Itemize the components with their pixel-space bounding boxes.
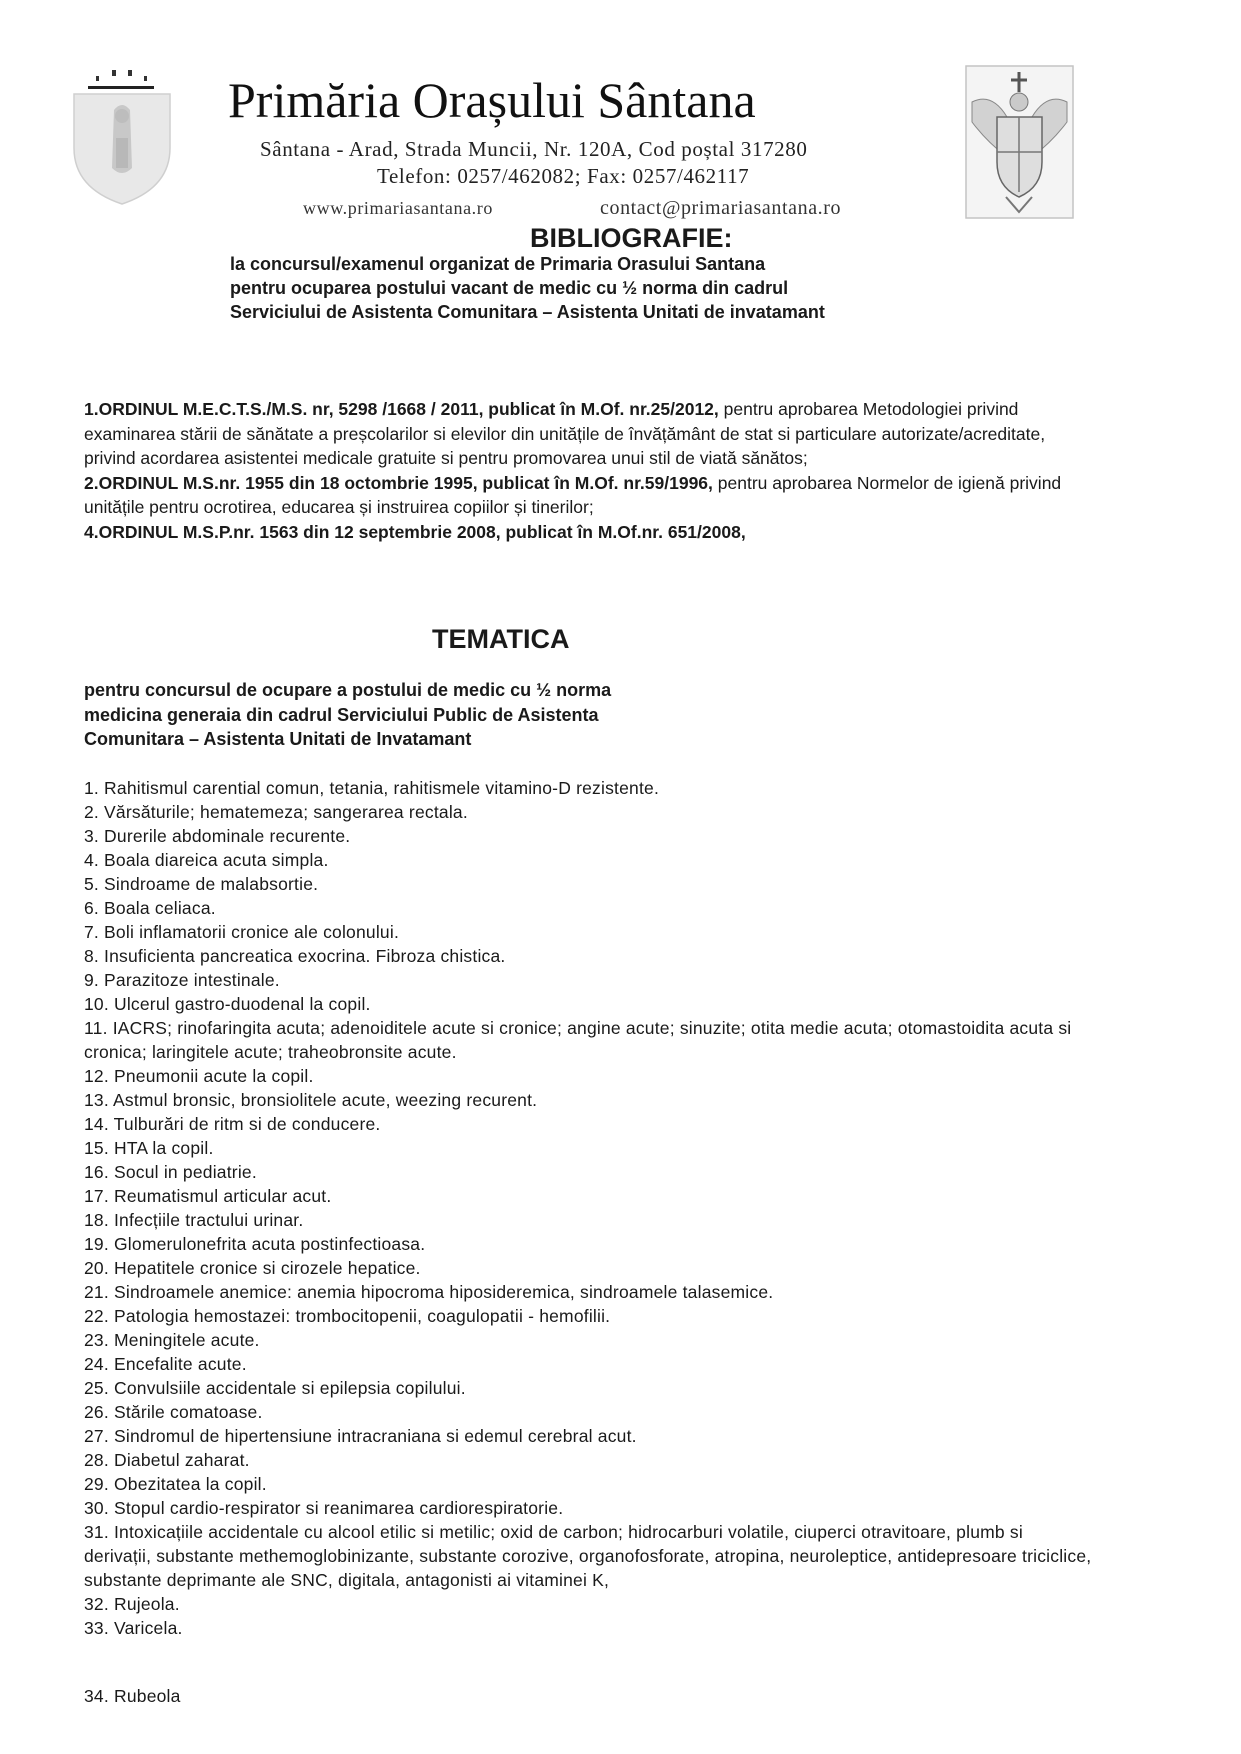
topics-list bbox=[84, 776, 1094, 1640]
topic-item: 17. Reumatismul articular acut. bbox=[84, 1186, 332, 1206]
topic-item: 10. Ulcerul gastro-duodenal la copil. bbox=[84, 994, 371, 1014]
topic-item: 21. Sindroamele anemice: anemia hipocroma hiposideremica, sindroamele talasemice. bbox=[84, 1282, 774, 1302]
bibliography-subtitle-line: pentru ocuparea postului vacant de medic cu ½ norma din cadrul bbox=[230, 278, 789, 298]
topic-item: 19. Glomerulonefrita acuta postinfectioasa. bbox=[84, 1234, 426, 1254]
topic-item: 14. Tulburări de ritm si de conducere. bbox=[84, 1114, 381, 1134]
tematica-subtitle-line: pentru concursul de ocupare a postului de medic cu ½ norma bbox=[84, 680, 612, 700]
municipality-title: Primăria Orașului Sântana bbox=[228, 72, 756, 128]
topic-item: 18. Infecțiile tractului urinar. bbox=[84, 1210, 304, 1230]
bibliography-item-text: pentru aprobarea Metodologiei privind examinarea stării de sănătate a preșcolarilor si elevilor din unitățile de învățământ de stat si particulare autorizate/acreditate, privind acordarea asistentei medicale gratuite si pentru promovarea unui stil de viată sănătos; bbox=[84, 399, 1046, 468]
bibliography-heading: BIBLIOGRAFIE: bbox=[530, 223, 733, 253]
bibliography-item-title: 1.ORDINUL M.E.C.T.S./M.S. nr, 5298 /1668 / 2011, publicat în M.Of. nr.25/2012, bbox=[84, 399, 719, 419]
topic-item: 5. Sindroame de malabsortie. bbox=[84, 874, 319, 894]
topic-item: 34. Rubeola bbox=[84, 1686, 181, 1706]
tematica-subtitle bbox=[84, 678, 611, 752]
bibliography-item-text: pentru aprobarea Normelor de igienă privind unitățile pentru ocrotirea, educarea și instruirea copiilor și tinerilor; bbox=[84, 472, 1062, 517]
topic-item: 12. Pneumonii acute la copil. bbox=[84, 1066, 314, 1086]
bibliography-subtitle-line: la concursul/examenul organizat de Primaria Orasului Santana bbox=[230, 254, 766, 274]
address-line: Sântana - Arad, Strada Muncii, Nr. 120A, Cod poștal 317280 bbox=[260, 137, 808, 161]
topic-item: 4. Boala diareica acuta simpla. bbox=[84, 850, 329, 870]
bibliography-item-title: 2.ORDINUL M.S.nr. 1955 din 18 octombrie 1995, publicat în M.Of. nr.59/1996, bbox=[84, 472, 713, 493]
topic-item: 30. Stopul cardio-respirator si reanimarea cardiorespiratorie. bbox=[84, 1498, 564, 1518]
bibliography-subtitle bbox=[230, 252, 825, 324]
topic-item: 15. HTA la copil. bbox=[84, 1138, 214, 1158]
topic-item: 26. Stările comatoase. bbox=[84, 1402, 263, 1422]
topic-item: 11. IACRS; rinofaringita acuta; adenoiditele acute si cronice; angine acute; sinuzite; otita medie acuta; otomastoidita acuta si cronica; laringitele acute; traheobronsite acute. bbox=[84, 1018, 1072, 1062]
topic-item: 1. Rahitismul carential comun, tetania, rahitismele vitamino-D rezistente. bbox=[84, 778, 660, 798]
topic-item: 16. Socul in pediatrie. bbox=[84, 1162, 257, 1182]
tematica-subtitle-line: medicina generaia din cadrul Serviciului Public de Asistenta bbox=[84, 704, 599, 725]
tematica-heading: TEMATICA bbox=[432, 624, 570, 654]
topic-item: 6. Boala celiaca. bbox=[84, 898, 216, 918]
email-link[interactable]: contact@primariasantana.ro bbox=[600, 197, 842, 219]
phone-fax-line: Telefon: 0257/462082; Fax: 0257/462117 bbox=[377, 164, 750, 188]
topic-item: 31. Intoxicațiile accidentale cu alcool etilic si metilic; oxid de carbon; hidrocarburi volatile, ciuperci otravitoare, plumb si derivații, substante methemoglobinizante, substante corozive, organofosforate, atropina, neuroleptice, antidepresoare triciclice, substante deprimante ale SNC, digitala, antagonisti ai vitaminei K, bbox=[84, 1522, 1092, 1590]
town-coat-of-arms-icon bbox=[66, 58, 178, 208]
bibliography-item bbox=[84, 397, 1094, 471]
topic-item: 33. Varicela. bbox=[84, 1618, 183, 1638]
topic-item: 7. Boli inflamatorii cronice ale colonului. bbox=[84, 922, 400, 942]
tematica-subtitle-line: Comunitara – Asistenta Unitati de Invatamant bbox=[84, 729, 472, 749]
topic-item: 28. Diabetul zaharat. bbox=[84, 1450, 250, 1470]
topic-item: 24. Encefalite acute. bbox=[84, 1354, 247, 1374]
website-link[interactable]: www.primariasantana.ro bbox=[303, 198, 493, 218]
topic-item: 9. Parazitoze intestinale. bbox=[84, 970, 280, 990]
bibliography-item bbox=[84, 520, 1094, 545]
romania-coat-of-arms-icon bbox=[962, 62, 1077, 222]
topic-item: 29. Obezitatea la copil. bbox=[84, 1474, 267, 1494]
bibliography-item-title: 4.ORDINUL M.S.P.nr. 1563 din 12 septembrie 2008, publicat în M.Of.nr. 651/2008, bbox=[84, 521, 746, 542]
topic-item: 3. Durerile abdominale recurente. bbox=[84, 826, 351, 846]
topic-item: 22. Patologia hemostazei: trombocitopenii, coagulopatii - hemofilii. bbox=[84, 1306, 611, 1326]
bibliography-list bbox=[84, 397, 1094, 544]
topic-item: 20. Hepatitele cronice si cirozele hepatice. bbox=[84, 1258, 421, 1278]
topic-item: 13. Astmul bronsic, bronsiolitele acute, weezing recurent. bbox=[84, 1090, 538, 1110]
bibliography-item bbox=[84, 471, 1094, 520]
bibliography-subtitle-line: Serviciului de Asistenta Comunitara – Asistenta Unitati de invatamant bbox=[230, 302, 825, 322]
topic-item: 27. Sindromul de hipertensiune intracraniana si edemul cerebral acut. bbox=[84, 1426, 637, 1446]
topic-item: 25. Convulsiile accidentale si epilepsia copilului. bbox=[84, 1378, 466, 1398]
topic-item: 2. Vărsăturile; hematemeza; sangerarea rectala. bbox=[84, 802, 468, 822]
topic-item: 8. Insuficienta pancreatica exocrina. Fibroza chistica. bbox=[84, 946, 506, 966]
topic-item: 23. Meningitele acute. bbox=[84, 1330, 260, 1350]
topic-item: 32. Rujeola. bbox=[84, 1594, 180, 1614]
